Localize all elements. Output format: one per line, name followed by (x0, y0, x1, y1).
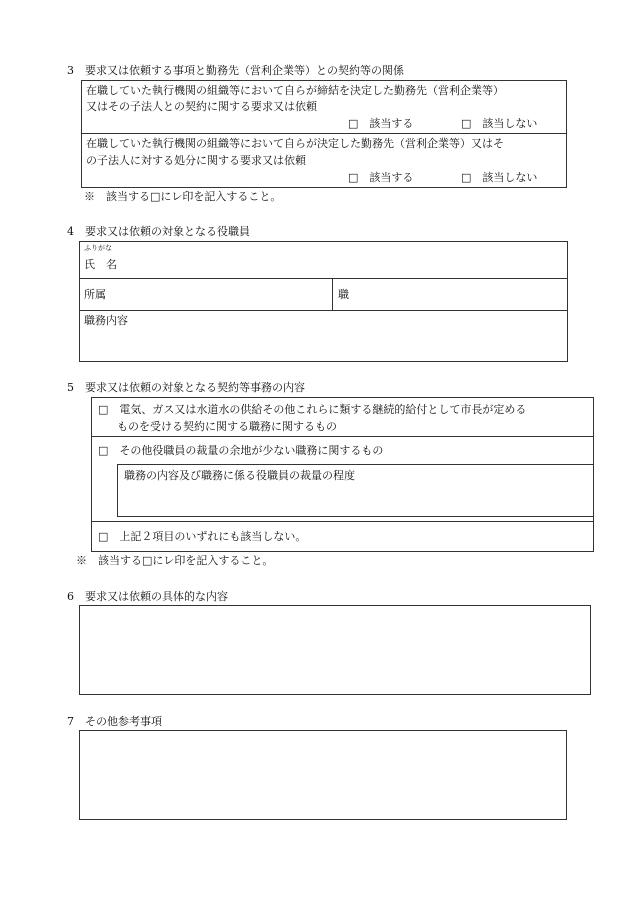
section-3-note: ※ 該当する□にレ印を記入すること。 (84, 190, 282, 203)
item2-text[interactable]: □ その他役職員の裁量の余地が少ない職務に関するもの (98, 444, 384, 457)
section-7-input-box[interactable] (79, 730, 567, 820)
section-3-table (81, 80, 567, 188)
section-4-table (79, 241, 568, 362)
row-divider (80, 278, 567, 279)
furigana-label: ふりがな (84, 244, 112, 252)
section-3-heading: 3 要求又は依頼する事項と勤務先（営利企業等）との契約等の関係 (67, 64, 404, 77)
section-6-heading: 6 要求又は依頼の具体的な内容 (67, 590, 228, 603)
item1-text-line1[interactable]: □ 電気、ガス又は水道水の供給その他これらに類する継続的給付として市長が定める (98, 403, 527, 416)
row2-option-applicable[interactable]: □ 該当する (348, 171, 414, 184)
section-5-heading: 5 要求又は依頼の対象となる契約等事務の内容 (67, 381, 305, 394)
row-divider (80, 310, 567, 311)
section-5-table (91, 397, 594, 552)
column-divider (332, 278, 333, 310)
discretion-subbox (117, 464, 594, 517)
section-4-heading: 4 要求又は依頼の対象となる役職員 (67, 225, 250, 238)
row2-text-line1: 在職していた執行機関の組織等において自らが決定した勤務先（営利企業等）又はそ (86, 137, 504, 150)
row-divider (92, 436, 593, 437)
row1-option-not-applicable[interactable]: □ 該当しない (461, 117, 538, 130)
name-label: 氏 名 (84, 258, 117, 271)
section-6-input-box[interactable] (79, 605, 591, 695)
row1-text-line1: 在職していた執行機関の組織等において自らが締結を決定した勤務先（営利企業等） (86, 84, 504, 97)
section-5-note: ※ 該当する□にレ印を記入すること。 (76, 554, 274, 567)
item3-text[interactable]: □ 上記２項目のいずれにも該当しない。 (98, 530, 307, 543)
row2-text-line2: の子法人に対する処分に関する要求又は依頼 (86, 154, 306, 167)
row-divider (92, 521, 593, 522)
position-label: 職 (338, 288, 349, 301)
item1-text-line2: ものを受ける契約に関する職務に関するもの (117, 420, 337, 433)
duty-label: 職務内容 (84, 314, 128, 327)
row2-option-not-applicable[interactable]: □ 該当しない (461, 171, 538, 184)
row-divider (82, 133, 566, 134)
row1-text-line2: 又はその子法人との契約に関する要求又は依頼 (86, 100, 317, 113)
section-7-heading: 7 その他参考事項 (67, 715, 162, 728)
discretion-label: 職務の内容及び職務に係る役職員の裁量の程度 (124, 469, 355, 482)
row1-option-applicable[interactable]: □ 該当する (348, 117, 414, 130)
department-label: 所属 (84, 288, 106, 301)
